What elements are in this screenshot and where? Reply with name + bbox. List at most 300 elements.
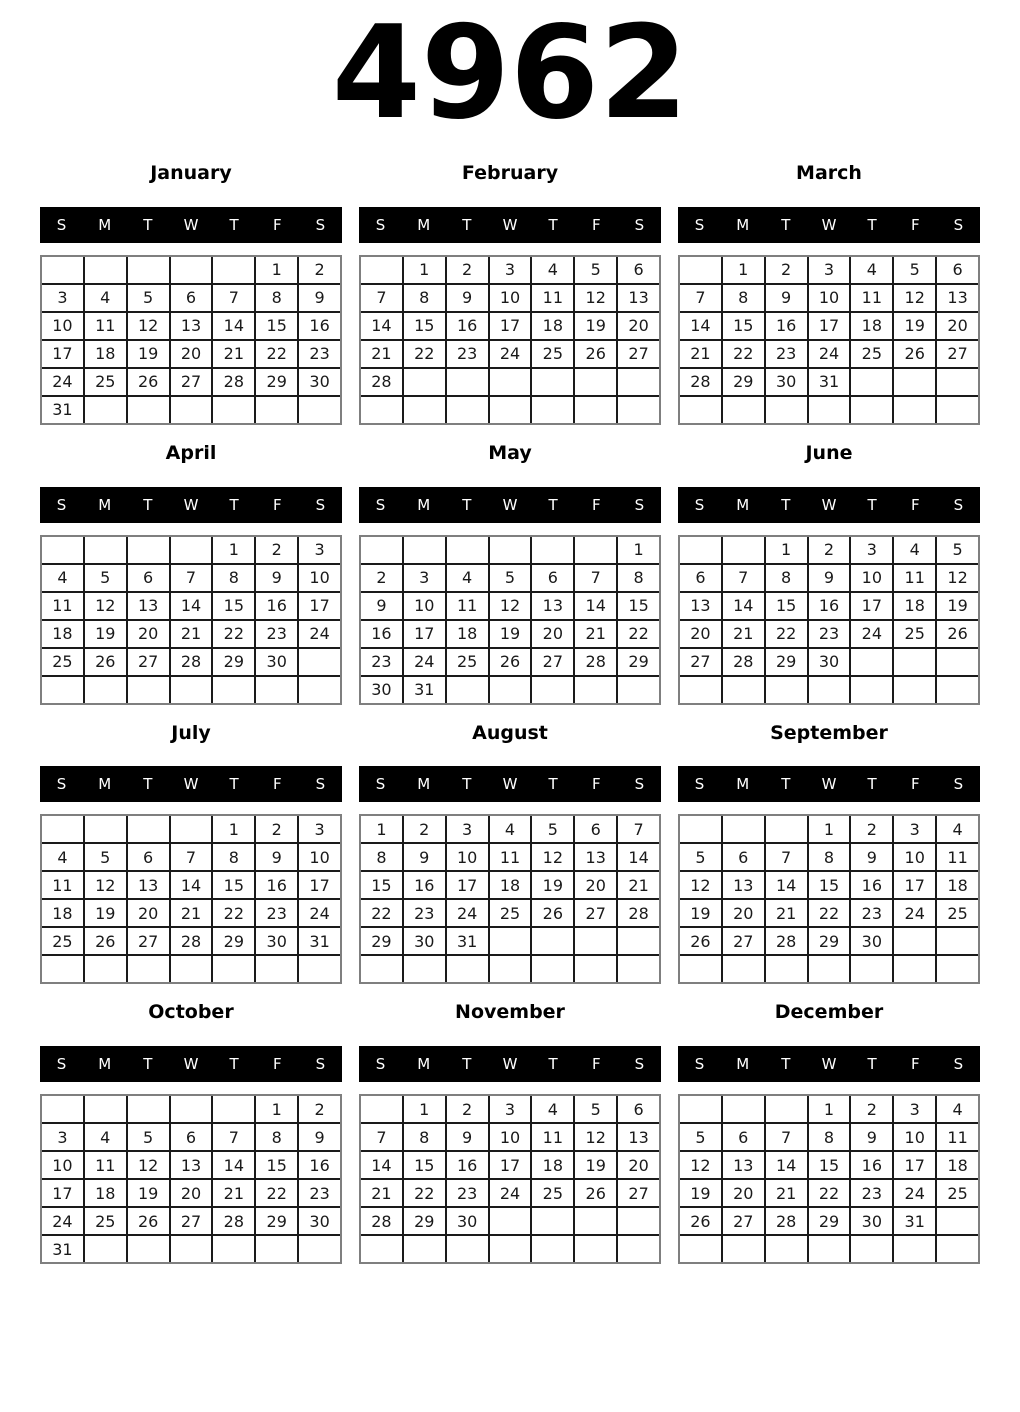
month-grid [40, 1094, 342, 1264]
day-cell: 15 [256, 1152, 297, 1178]
day-cell: 17 [490, 1152, 531, 1178]
day-cell: 28 [213, 369, 254, 395]
weekday-label: W [183, 215, 199, 234]
day-cell: 16 [851, 872, 892, 898]
day-cell: 8 [766, 565, 807, 591]
empty-day-cell [85, 257, 126, 283]
day-cell: 28 [575, 649, 616, 675]
day-cell: 15 [404, 313, 445, 339]
day-cell: 19 [894, 313, 935, 339]
empty-day-cell [171, 816, 212, 842]
day-cell: 6 [532, 565, 573, 591]
day-cell: 8 [256, 1124, 297, 1150]
empty-day-cell [680, 816, 721, 842]
month-title: November [455, 1001, 565, 1024]
weekday-header [678, 1046, 980, 1082]
day-cell: 16 [256, 593, 297, 619]
weekday-header [678, 207, 980, 243]
month-title: December [774, 1001, 884, 1024]
day-cell: 14 [361, 1152, 402, 1178]
day-cell: 17 [894, 1152, 935, 1178]
day-cell: 20 [618, 1152, 659, 1178]
day-cell: 29 [256, 1208, 297, 1234]
empty-day-cell [42, 537, 83, 563]
day-cell: 8 [213, 844, 254, 870]
empty-day-cell [937, 956, 978, 982]
day-cell: 26 [680, 928, 721, 954]
day-cell: 8 [404, 1124, 445, 1150]
day-cell: 17 [809, 313, 850, 339]
day-cell: 2 [361, 565, 402, 591]
weekday-label: F [591, 1055, 601, 1074]
day-grid [42, 257, 340, 423]
empty-day-cell [575, 1208, 616, 1234]
month-block [678, 442, 980, 705]
day-cell: 14 [361, 313, 402, 339]
day-cell: 18 [851, 313, 892, 339]
empty-day-cell [937, 1208, 978, 1234]
empty-day-cell [723, 397, 764, 423]
empty-day-cell [894, 677, 935, 703]
day-cell: 23 [766, 341, 807, 367]
day-cell: 9 [256, 844, 297, 870]
day-cell: 7 [171, 844, 212, 870]
empty-day-cell [894, 1236, 935, 1262]
empty-day-cell [42, 677, 83, 703]
day-cell: 2 [447, 257, 488, 283]
empty-day-cell [532, 1208, 573, 1234]
empty-day-cell [447, 677, 488, 703]
day-cell: 10 [299, 844, 340, 870]
empty-day-cell [723, 816, 764, 842]
day-cell: 1 [618, 537, 659, 563]
empty-day-cell [894, 397, 935, 423]
month-grid [40, 255, 342, 425]
day-cell: 19 [575, 313, 616, 339]
day-cell: 6 [723, 844, 764, 870]
empty-day-cell [404, 397, 445, 423]
empty-day-cell [213, 257, 254, 283]
day-cell: 21 [361, 341, 402, 367]
day-cell: 26 [680, 1208, 721, 1234]
day-cell: 13 [618, 1124, 659, 1150]
weekday-label: F [272, 215, 282, 234]
weekday-label: S [694, 495, 705, 514]
empty-day-cell [85, 1096, 126, 1122]
day-cell: 29 [809, 928, 850, 954]
day-cell: 12 [575, 285, 616, 311]
day-cell: 24 [447, 900, 488, 926]
day-cell: 4 [532, 257, 573, 283]
empty-day-cell [171, 1096, 212, 1122]
empty-day-cell [894, 928, 935, 954]
empty-day-cell [490, 956, 531, 982]
day-cell: 4 [85, 1124, 126, 1150]
day-cell: 1 [256, 1096, 297, 1122]
day-grid [42, 816, 340, 982]
day-cell: 28 [618, 900, 659, 926]
day-cell: 1 [766, 537, 807, 563]
day-cell: 7 [213, 1124, 254, 1150]
day-cell: 5 [490, 565, 531, 591]
day-cell: 26 [490, 649, 531, 675]
weekday-label: T [229, 495, 239, 514]
day-cell: 22 [404, 341, 445, 367]
empty-day-cell [171, 537, 212, 563]
day-cell: 7 [680, 285, 721, 311]
day-cell: 14 [213, 313, 254, 339]
weekday-label: W [183, 495, 199, 514]
day-cell: 26 [128, 369, 169, 395]
day-cell: 27 [128, 649, 169, 675]
day-cell: 28 [361, 1208, 402, 1234]
day-cell: 23 [447, 341, 488, 367]
day-cell: 24 [809, 341, 850, 367]
empty-day-cell [85, 397, 126, 423]
empty-day-cell [680, 677, 721, 703]
weekday-label: T [781, 215, 791, 234]
day-cell: 27 [723, 928, 764, 954]
empty-day-cell [575, 397, 616, 423]
day-cell: 27 [937, 341, 978, 367]
day-cell: 16 [404, 872, 445, 898]
day-cell: 14 [723, 593, 764, 619]
day-cell: 30 [809, 649, 850, 675]
empty-day-cell [128, 816, 169, 842]
day-cell: 4 [490, 816, 531, 842]
day-cell: 20 [128, 621, 169, 647]
day-cell: 19 [128, 1180, 169, 1206]
weekday-label: M [417, 215, 431, 234]
weekday-label: T [462, 775, 472, 794]
day-cell: 25 [937, 900, 978, 926]
day-cell: 2 [299, 257, 340, 283]
day-cell: 13 [532, 593, 573, 619]
empty-day-cell [532, 1236, 573, 1262]
day-cell: 13 [128, 593, 169, 619]
empty-day-cell [937, 649, 978, 675]
day-cell: 9 [851, 1124, 892, 1150]
day-cell: 23 [447, 1180, 488, 1206]
weekday-label: M [98, 215, 112, 234]
day-grid [361, 816, 659, 982]
day-cell: 11 [937, 1124, 978, 1150]
day-cell: 29 [766, 649, 807, 675]
weekday-label: S [56, 775, 67, 794]
empty-day-cell [299, 956, 340, 982]
day-cell: 15 [766, 593, 807, 619]
weekday-label: S [953, 775, 964, 794]
empty-day-cell [532, 956, 573, 982]
weekday-label: W [502, 495, 518, 514]
weekday-header [359, 766, 661, 802]
empty-day-cell [532, 677, 573, 703]
day-cell: 16 [256, 872, 297, 898]
day-cell: 7 [361, 285, 402, 311]
empty-day-cell [85, 1236, 126, 1262]
weekday-label: T [781, 495, 791, 514]
day-cell: 9 [299, 285, 340, 311]
day-cell: 28 [361, 369, 402, 395]
day-cell: 25 [447, 649, 488, 675]
weekday-label: T [548, 775, 558, 794]
weekday-label: S [694, 215, 705, 234]
month-title: September [770, 721, 888, 744]
empty-day-cell [680, 956, 721, 982]
month-block [359, 442, 661, 705]
weekday-label: T [867, 1055, 877, 1074]
empty-day-cell [575, 537, 616, 563]
weekday-label: T [548, 1055, 558, 1074]
empty-day-cell [299, 397, 340, 423]
day-cell: 24 [299, 900, 340, 926]
empty-day-cell [256, 956, 297, 982]
empty-day-cell [299, 649, 340, 675]
day-cell: 9 [447, 1124, 488, 1150]
day-cell: 11 [42, 872, 83, 898]
day-cell: 3 [447, 816, 488, 842]
empty-day-cell [490, 1208, 531, 1234]
weekday-label: S [375, 775, 386, 794]
day-cell: 6 [128, 844, 169, 870]
day-cell: 8 [361, 844, 402, 870]
empty-day-cell [42, 257, 83, 283]
day-cell: 11 [851, 285, 892, 311]
day-cell: 25 [85, 1208, 126, 1234]
day-cell: 8 [213, 565, 254, 591]
month-title: March [796, 162, 862, 184]
day-cell: 22 [766, 621, 807, 647]
month-title: January [150, 162, 232, 184]
day-cell: 15 [618, 593, 659, 619]
day-cell: 5 [85, 844, 126, 870]
day-cell: 10 [490, 1124, 531, 1150]
day-cell: 26 [937, 621, 978, 647]
day-cell: 7 [213, 285, 254, 311]
day-cell: 16 [361, 621, 402, 647]
day-cell: 1 [404, 257, 445, 283]
weekday-label: T [867, 775, 877, 794]
month-grid [678, 255, 980, 425]
day-cell: 25 [85, 369, 126, 395]
day-cell: 4 [937, 1096, 978, 1122]
day-cell: 18 [490, 872, 531, 898]
day-cell: 26 [532, 900, 573, 926]
empty-day-cell [171, 257, 212, 283]
day-cell: 1 [213, 537, 254, 563]
day-cell: 31 [447, 928, 488, 954]
day-grid [361, 537, 659, 703]
day-cell: 9 [299, 1124, 340, 1150]
day-cell: 5 [680, 1124, 721, 1150]
weekday-label: S [315, 495, 326, 514]
day-cell: 20 [575, 872, 616, 898]
empty-day-cell [171, 1236, 212, 1262]
day-cell: 6 [171, 1124, 212, 1150]
day-cell: 4 [85, 285, 126, 311]
empty-day-cell [361, 956, 402, 982]
month-block [678, 722, 980, 985]
empty-day-cell [490, 928, 531, 954]
day-cell: 3 [299, 537, 340, 563]
day-cell: 8 [618, 565, 659, 591]
empty-day-cell [85, 816, 126, 842]
empty-day-cell [532, 928, 573, 954]
day-cell: 21 [213, 341, 254, 367]
day-cell: 21 [171, 900, 212, 926]
month-grid [678, 1094, 980, 1264]
day-cell: 6 [128, 565, 169, 591]
day-cell: 23 [256, 621, 297, 647]
day-cell: 25 [42, 649, 83, 675]
day-cell: 1 [809, 816, 850, 842]
empty-day-cell [809, 397, 850, 423]
day-cell: 29 [404, 1208, 445, 1234]
day-cell: 11 [532, 285, 573, 311]
day-cell: 13 [618, 285, 659, 311]
day-cell: 13 [680, 593, 721, 619]
day-cell: 15 [809, 1152, 850, 1178]
day-cell: 9 [447, 285, 488, 311]
day-cell: 4 [532, 1096, 573, 1122]
day-cell: 28 [766, 1208, 807, 1234]
day-cell: 10 [447, 844, 488, 870]
empty-day-cell [171, 956, 212, 982]
weekday-label: T [548, 495, 558, 514]
day-cell: 27 [680, 649, 721, 675]
day-cell: 30 [256, 928, 297, 954]
empty-day-cell [894, 956, 935, 982]
empty-day-cell [723, 677, 764, 703]
day-cell: 21 [361, 1180, 402, 1206]
day-cell: 9 [361, 593, 402, 619]
weekday-label: T [229, 215, 239, 234]
day-cell: 25 [490, 900, 531, 926]
empty-day-cell [680, 1096, 721, 1122]
weekday-label: T [143, 215, 153, 234]
empty-day-cell [213, 1236, 254, 1262]
month-title: February [461, 162, 559, 184]
day-cell: 17 [851, 593, 892, 619]
day-cell: 19 [490, 621, 531, 647]
weekday-label: M [736, 495, 750, 514]
day-cell: 5 [937, 537, 978, 563]
empty-day-cell [851, 369, 892, 395]
day-cell: 7 [575, 565, 616, 591]
empty-day-cell [361, 397, 402, 423]
day-cell: 22 [256, 1180, 297, 1206]
empty-day-cell [809, 677, 850, 703]
empty-day-cell [85, 537, 126, 563]
day-cell: 2 [256, 816, 297, 842]
day-cell: 15 [361, 872, 402, 898]
weekday-header [359, 1046, 661, 1082]
month-block [40, 162, 342, 425]
empty-day-cell [128, 257, 169, 283]
day-cell: 26 [85, 928, 126, 954]
day-cell: 8 [809, 1124, 850, 1150]
weekday-label: W [502, 1055, 518, 1074]
empty-day-cell [618, 1208, 659, 1234]
weekday-label: M [736, 215, 750, 234]
weekday-label: S [634, 1055, 645, 1074]
day-cell: 31 [404, 677, 445, 703]
day-cell: 24 [42, 369, 83, 395]
day-cell: 8 [404, 285, 445, 311]
empty-day-cell [128, 397, 169, 423]
empty-day-cell [128, 1236, 169, 1262]
day-cell: 4 [42, 844, 83, 870]
weekday-label: W [502, 775, 518, 794]
day-cell: 31 [42, 397, 83, 423]
day-cell: 4 [894, 537, 935, 563]
day-cell: 12 [85, 593, 126, 619]
day-cell: 23 [851, 900, 892, 926]
day-cell: 12 [128, 1152, 169, 1178]
day-cell: 30 [256, 649, 297, 675]
day-cell: 14 [171, 593, 212, 619]
day-cell: 7 [171, 565, 212, 591]
weekday-label: S [375, 1055, 386, 1074]
day-grid [361, 257, 659, 423]
empty-day-cell [618, 956, 659, 982]
day-cell: 17 [894, 872, 935, 898]
day-cell: 27 [128, 928, 169, 954]
empty-day-cell [361, 537, 402, 563]
day-cell: 18 [85, 341, 126, 367]
day-cell: 24 [894, 900, 935, 926]
day-cell: 16 [766, 313, 807, 339]
empty-day-cell [128, 956, 169, 982]
day-cell: 18 [532, 313, 573, 339]
day-cell: 11 [894, 565, 935, 591]
day-cell: 29 [361, 928, 402, 954]
day-cell: 30 [851, 1208, 892, 1234]
day-cell: 3 [42, 1124, 83, 1150]
day-cell: 13 [723, 872, 764, 898]
empty-day-cell [361, 1236, 402, 1262]
day-grid [680, 257, 978, 423]
day-cell: 6 [618, 1096, 659, 1122]
day-cell: 4 [42, 565, 83, 591]
empty-day-cell [404, 1236, 445, 1262]
day-cell: 21 [680, 341, 721, 367]
day-cell: 20 [723, 900, 764, 926]
day-grid [361, 1096, 659, 1262]
day-cell: 18 [937, 872, 978, 898]
day-cell: 12 [490, 593, 531, 619]
day-cell: 28 [171, 928, 212, 954]
day-cell: 21 [213, 1180, 254, 1206]
day-cell: 28 [213, 1208, 254, 1234]
month-block [359, 722, 661, 985]
day-cell: 10 [894, 844, 935, 870]
empty-day-cell [42, 816, 83, 842]
weekday-label: S [375, 495, 386, 514]
weekday-header [40, 766, 342, 802]
empty-day-cell [575, 956, 616, 982]
day-cell: 12 [680, 1152, 721, 1178]
day-cell: 5 [575, 1096, 616, 1122]
weekday-label: S [315, 215, 326, 234]
weekday-label: T [229, 775, 239, 794]
month-grid [40, 535, 342, 705]
weekday-label: W [183, 1055, 199, 1074]
month-block [678, 1001, 980, 1264]
day-cell: 13 [575, 844, 616, 870]
day-cell: 1 [404, 1096, 445, 1122]
day-cell: 30 [447, 1208, 488, 1234]
